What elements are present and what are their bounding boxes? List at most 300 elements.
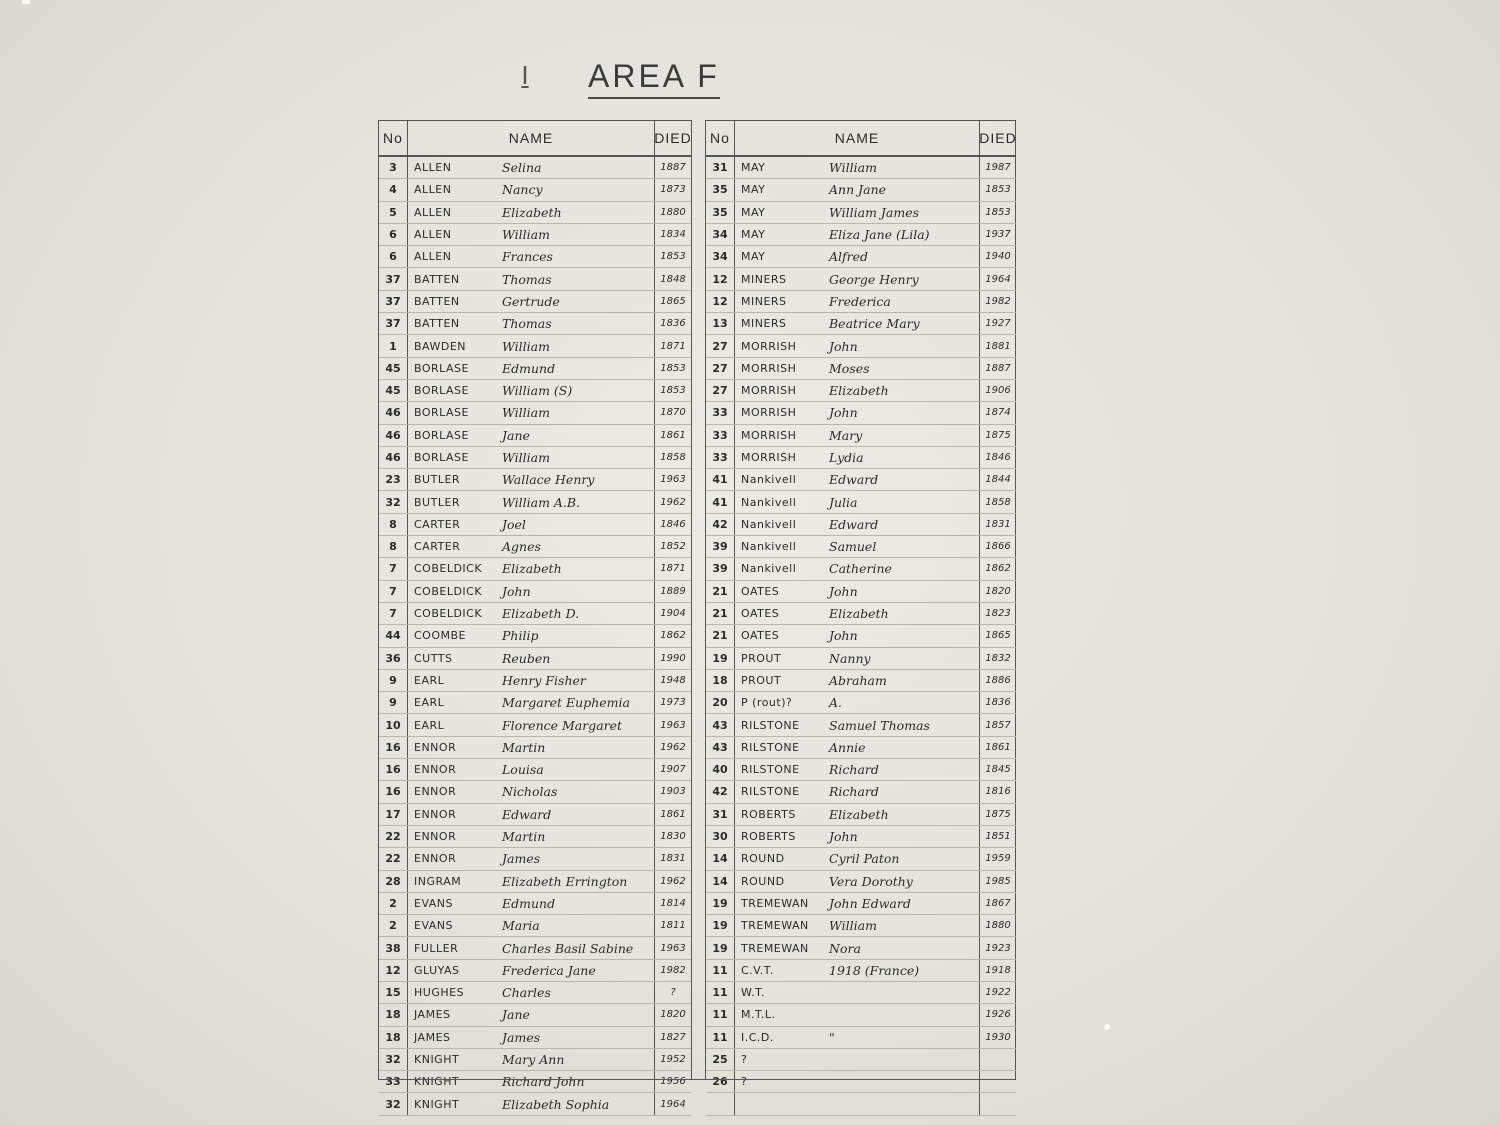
entry-given-names: John	[829, 405, 858, 421]
area-numeral: I	[521, 60, 529, 90]
entry-number: 10	[379, 714, 408, 735]
entry-given-names: Elizabeth Errington	[502, 873, 628, 889]
table-row	[706, 536, 1016, 558]
entry-given-names: A.	[829, 695, 843, 711]
table-row	[706, 893, 1016, 915]
entry-year-died: 1880	[979, 915, 1016, 936]
entry-year-died: 1903	[654, 781, 691, 802]
entry-surname: Nankivell	[741, 562, 797, 576]
entry-year-died	[979, 1049, 1016, 1070]
entry-number: 30	[706, 826, 735, 847]
entry-surname: PROUT	[741, 651, 782, 665]
entry-year-died: 1952	[654, 1049, 691, 1070]
entry-surname: HUGHES	[414, 986, 465, 1000]
table-row	[706, 759, 1016, 781]
entry-number: 11	[706, 1027, 735, 1048]
entry-year-died: 1858	[979, 491, 1016, 512]
entry-given-names: Thomas	[502, 271, 552, 287]
table-row	[379, 313, 691, 335]
entry-given-names: John	[829, 583, 858, 599]
table-row	[706, 670, 1016, 692]
entry-given-names: Joel	[502, 516, 526, 532]
entry-year-died: 1846	[979, 447, 1016, 468]
entry-surname: EVANS	[414, 919, 454, 933]
table-row	[379, 960, 691, 982]
entry-surname: MAY	[741, 161, 766, 175]
entry-surname: RILSTONE	[741, 785, 800, 799]
entry-number: 42	[706, 514, 735, 535]
entry-surname: MORRISH	[741, 339, 797, 353]
entry-year-died: 1959	[979, 848, 1016, 869]
entry-year-died: 1827	[654, 1027, 691, 1048]
entry-year-died: 1874	[979, 402, 1016, 423]
entry-number: 14	[706, 871, 735, 892]
entry-number: 37	[379, 291, 408, 312]
entry-surname: ALLEN	[414, 183, 452, 197]
entry-surname: BUTLER	[414, 473, 461, 487]
entry-year-died: 1871	[654, 335, 691, 356]
table-row	[379, 871, 691, 893]
entry-surname: BATTEN	[414, 317, 460, 331]
entry-given-names: John	[829, 829, 858, 845]
entry-given-names: Abraham	[829, 672, 887, 688]
entry-number: 33	[706, 447, 735, 468]
entry-number: 21	[706, 603, 735, 624]
entry-surname: ROUND	[741, 852, 785, 866]
entry-year-died: 1904	[654, 603, 691, 624]
table-row	[706, 425, 1016, 447]
entry-number: 31	[706, 804, 735, 825]
entry-given-names: Elizabeth	[829, 806, 889, 822]
entry-number: 33	[379, 1071, 408, 1092]
entry-given-names: William James	[829, 204, 920, 220]
entry-year-died: 1851	[979, 826, 1016, 847]
entry-given-names: Margaret Euphemia	[502, 695, 630, 711]
entry-year-died: 1985	[979, 871, 1016, 892]
burial-register-table	[378, 120, 1017, 1112]
entry-number: 42	[706, 781, 735, 802]
entry-surname: JAMES	[414, 1030, 451, 1044]
entry-year-died: 1848	[654, 268, 691, 289]
page-title: AREA F	[588, 58, 720, 99]
entry-given-names: Elizabeth	[829, 383, 889, 399]
entry-year-died: ?	[654, 982, 691, 1003]
entry-year-died: 1887	[979, 358, 1016, 379]
entry-year-died: 1870	[654, 402, 691, 423]
entry-number: 12	[706, 268, 735, 289]
entry-given-names: Nicholas	[502, 784, 558, 800]
entry-number: 25	[706, 1049, 735, 1070]
table-row	[706, 937, 1016, 959]
entry-given-names: Samuel	[829, 539, 877, 555]
entry-number: 27	[706, 358, 735, 379]
entry-given-names: Eliza Jane (Lila)	[829, 227, 930, 243]
table-row	[379, 714, 691, 736]
entry-given-names: Vera Dorothy	[829, 873, 913, 889]
entry-given-names: William	[829, 160, 877, 176]
table-row	[706, 558, 1016, 580]
entry-given-names: Charles Basil Sabine	[502, 940, 634, 956]
entry-year-died: 1880	[654, 202, 691, 223]
entry-surname: ALLEN	[414, 205, 452, 219]
entry-year-died: 1963	[654, 714, 691, 735]
entry-surname: BORLASE	[414, 406, 469, 420]
entry-surname: COBELDICK	[414, 562, 483, 576]
entry-given-names: Philip	[502, 628, 539, 644]
entry-year-died: 1881	[979, 335, 1016, 356]
entry-year-died: 1845	[979, 759, 1016, 780]
entry-surname: CARTER	[414, 540, 461, 554]
table-row	[706, 603, 1016, 625]
left-rows	[379, 157, 691, 1116]
table-row	[379, 380, 691, 402]
entry-given-names: Frederica	[829, 293, 891, 309]
entry-surname: ENNOR	[414, 763, 457, 777]
table-row	[706, 358, 1016, 380]
table-row	[706, 313, 1016, 335]
entry-number: 19	[706, 893, 735, 914]
entry-surname: KNIGHT	[414, 1075, 460, 1089]
header-name: NAME	[408, 121, 655, 155]
entry-year-died: 1990	[654, 648, 691, 669]
entry-given-names: William	[502, 338, 550, 354]
table-row	[379, 804, 691, 826]
entry-year-died: 1820	[979, 581, 1016, 602]
entry-number: 36	[379, 648, 408, 669]
entry-given-names: Moses	[829, 360, 870, 376]
table-row	[379, 1093, 691, 1115]
entry-number: 11	[706, 982, 735, 1003]
entry-year-died: 1964	[979, 268, 1016, 289]
entry-surname: OATES	[741, 607, 780, 621]
entry-number: 23	[379, 469, 408, 490]
entry-number: 45	[379, 380, 408, 401]
entry-year-died: 1862	[979, 558, 1016, 579]
entry-surname: C.V.T.	[741, 963, 774, 977]
entry-year-died: 1956	[654, 1071, 691, 1092]
entry-number: 46	[379, 447, 408, 468]
header-no: No	[706, 121, 735, 155]
entry-given-names: James	[502, 851, 541, 867]
entry-given-names: Nancy	[502, 182, 543, 198]
entry-surname: GLUYAS	[414, 963, 460, 977]
entry-year-died: 1918	[979, 960, 1016, 981]
table-row	[379, 915, 691, 937]
entry-surname: PROUT	[741, 673, 782, 687]
entry-year-died: 1907	[654, 759, 691, 780]
entry-number: 3	[379, 157, 408, 178]
entry-surname: CARTER	[414, 517, 461, 531]
entry-year-died: 1865	[979, 625, 1016, 646]
entry-year-died: 1886	[979, 670, 1016, 691]
entry-given-names: Elizabeth Sophia	[502, 1096, 610, 1112]
entry-number: 40	[706, 759, 735, 780]
table-row	[379, 447, 691, 469]
entry-number: 18	[379, 1004, 408, 1025]
entry-year-died: 1922	[979, 982, 1016, 1003]
table-header	[379, 120, 691, 157]
table-row	[379, 268, 691, 290]
entry-number: 19	[706, 915, 735, 936]
table-row	[706, 1071, 1016, 1093]
entry-surname: I.C.D.	[741, 1030, 774, 1044]
entry-surname: Nankivell	[741, 540, 797, 554]
entry-surname: MORRISH	[741, 428, 797, 442]
entry-number: 28	[379, 871, 408, 892]
table-row	[706, 1027, 1016, 1049]
table-row	[706, 335, 1016, 357]
entry-surname: EARL	[414, 696, 445, 710]
entry-given-names: John Edward	[829, 895, 911, 911]
entry-year-died: 1906	[979, 380, 1016, 401]
entry-given-names: Edmund	[502, 895, 556, 911]
entry-year-died: 1836	[979, 692, 1016, 713]
table-row	[706, 1049, 1016, 1071]
entry-given-names: Edward	[829, 472, 879, 488]
entry-year-died: 1982	[979, 291, 1016, 312]
entry-given-names: William	[502, 405, 550, 421]
table-row	[379, 1071, 691, 1093]
entry-number: 34	[706, 224, 735, 245]
entry-surname: COOMBE	[414, 629, 466, 643]
entry-given-names: Edmund	[502, 360, 556, 376]
entry-given-names: Beatrice Mary	[829, 316, 920, 332]
table-row	[706, 380, 1016, 402]
entry-given-names: Mary Ann	[502, 1052, 565, 1068]
table-row	[379, 1027, 691, 1049]
entry-surname: BORLASE	[414, 384, 469, 398]
entry-given-names: Edward	[502, 806, 552, 822]
table-row	[706, 291, 1016, 313]
table-row	[379, 648, 691, 670]
entry-surname: KNIGHT	[414, 1097, 460, 1111]
entry-number: 39	[706, 558, 735, 579]
entry-year-died	[979, 1071, 1016, 1092]
entry-number: 14	[706, 848, 735, 869]
entry-number: 45	[379, 358, 408, 379]
table-row	[379, 826, 691, 848]
entry-number: 4	[379, 179, 408, 200]
table-row	[379, 202, 691, 224]
entry-number: 19	[706, 937, 735, 958]
entry-number: 16	[379, 781, 408, 802]
entry-number: 11	[706, 1004, 735, 1025]
entry-year-died: 1875	[979, 425, 1016, 446]
table-row	[706, 402, 1016, 424]
entry-given-names: George Henry	[829, 271, 919, 287]
entry-given-names: William	[829, 918, 877, 934]
entry-surname: OATES	[741, 584, 780, 598]
entry-given-names: William	[502, 227, 550, 243]
entry-surname: M.T.L.	[741, 1008, 776, 1022]
entry-number: 37	[379, 313, 408, 334]
entry-number: 27	[706, 380, 735, 401]
table-row	[379, 246, 691, 268]
entry-surname: TREMEWAN	[741, 941, 809, 955]
entry-year-died: 1853	[979, 179, 1016, 200]
entry-number: 37	[379, 268, 408, 289]
entry-surname: Nankivell	[741, 473, 797, 487]
table-row	[379, 625, 691, 647]
entry-surname: BORLASE	[414, 451, 469, 464]
entry-given-names: Jane	[502, 427, 530, 443]
left-column-table	[379, 120, 692, 1112]
entry-year-died: 1937	[979, 224, 1016, 245]
entry-surname: RILSTONE	[741, 718, 800, 732]
entry-surname: COBELDICK	[414, 607, 483, 621]
entry-surname: ?	[741, 1075, 748, 1089]
entry-number: 8	[379, 536, 408, 557]
entry-number: 16	[379, 759, 408, 780]
entry-given-names: Maria	[502, 918, 540, 934]
table-row	[379, 425, 691, 447]
table-row	[379, 469, 691, 491]
entry-given-names: "	[829, 1029, 835, 1045]
entry-given-names: John	[829, 338, 858, 354]
entry-year-died: 1862	[654, 625, 691, 646]
entry-year-died: 1836	[654, 313, 691, 334]
table-row	[379, 670, 691, 692]
entry-year-died: 1816	[979, 781, 1016, 802]
entry-number	[706, 1093, 735, 1114]
table-row	[706, 1004, 1016, 1026]
entry-given-names: Catherine	[829, 561, 892, 577]
entry-surname: MINERS	[741, 294, 787, 308]
entry-surname: RILSTONE	[741, 763, 800, 777]
entry-surname: MAY	[741, 228, 766, 242]
entry-given-names: 1918 (France)	[829, 962, 920, 978]
entry-number: 2	[379, 893, 408, 914]
entry-number: 26	[706, 1071, 735, 1092]
table-row	[706, 804, 1016, 826]
entry-number: 18	[706, 670, 735, 691]
entry-given-names: Lydia	[829, 450, 864, 465]
entry-given-names: Richard	[829, 784, 879, 800]
entry-surname: OATES	[741, 629, 780, 643]
entry-year-died: 1853	[979, 202, 1016, 223]
entry-given-names: James	[502, 1029, 541, 1045]
entry-number: 21	[706, 581, 735, 602]
entry-number: 43	[706, 714, 735, 735]
entry-number: 11	[706, 960, 735, 981]
entry-year-died: 1875	[979, 804, 1016, 825]
table-row	[379, 179, 691, 201]
entry-year-died: 1832	[979, 648, 1016, 669]
entry-given-names: Samuel Thomas	[829, 717, 930, 733]
entry-given-names: Gertrude	[502, 293, 560, 309]
entry-number: 15	[379, 982, 408, 1003]
column-gutter	[691, 120, 706, 1080]
entry-number: 34	[706, 246, 735, 267]
table-row	[379, 759, 691, 781]
entry-given-names: Thomas	[502, 316, 552, 332]
table-row	[706, 268, 1016, 290]
entry-year-died: 1861	[654, 425, 691, 446]
entry-year-died: 1820	[654, 1004, 691, 1025]
entry-number: 33	[706, 425, 735, 446]
entry-surname: COBELDICK	[414, 584, 483, 598]
entry-year-died: 1858	[654, 447, 691, 468]
entry-surname: ENNOR	[414, 785, 457, 799]
entry-given-names: Martin	[502, 829, 546, 845]
table-row	[379, 893, 691, 915]
table-row	[706, 871, 1016, 893]
entry-number: 41	[706, 469, 735, 490]
entry-number: 6	[379, 224, 408, 245]
entry-given-names: Julia	[829, 494, 858, 510]
entry-given-names: Edward	[829, 516, 879, 532]
entry-surname: ROBERTS	[741, 807, 796, 821]
entry-number: 46	[379, 425, 408, 446]
entry-year-died: 1857	[979, 714, 1016, 735]
entry-surname: Nankivell	[741, 517, 797, 531]
table-row	[379, 157, 691, 179]
entry-given-names: Frederica Jane	[502, 962, 596, 978]
table-row	[706, 982, 1016, 1004]
entry-number: 22	[379, 826, 408, 847]
entry-year-died: 1814	[654, 893, 691, 914]
entry-year-died: 1830	[654, 826, 691, 847]
entry-year-died: 1962	[654, 491, 691, 512]
entry-year-died: 1831	[654, 848, 691, 869]
table-row	[379, 1049, 691, 1071]
entry-surname: BUTLER	[414, 495, 461, 509]
entry-year-died: 1926	[979, 1004, 1016, 1025]
entry-surname: MAY	[741, 205, 766, 219]
entry-year-died: 1973	[654, 692, 691, 713]
entry-surname: EVANS	[414, 896, 454, 910]
entry-surname: INGRAM	[414, 874, 462, 888]
entry-number: 46	[379, 402, 408, 423]
table-row	[706, 692, 1016, 714]
entry-given-names: William A.B.	[502, 494, 581, 510]
table-row	[379, 491, 691, 513]
table-row	[706, 447, 1016, 469]
entry-surname: BATTEN	[414, 294, 460, 308]
right-column-table	[705, 120, 1017, 1089]
entry-year-died: 1866	[979, 536, 1016, 557]
entry-number: 41	[706, 491, 735, 512]
table-header	[706, 120, 1016, 157]
entry-number: 1	[379, 335, 408, 356]
entry-given-names: Mary	[829, 427, 863, 443]
entry-number: 12	[379, 960, 408, 981]
entry-surname: ENNOR	[414, 852, 457, 866]
entry-number: 12	[706, 291, 735, 312]
entry-year-died: 1923	[979, 937, 1016, 958]
entry-surname: JAMES	[414, 1008, 451, 1022]
table-row	[706, 1093, 1016, 1115]
entry-number: 32	[379, 1093, 408, 1114]
entry-surname: TREMEWAN	[741, 896, 809, 910]
entry-given-names: Agnes	[502, 539, 541, 555]
entry-given-names: Alfred	[829, 249, 869, 265]
entry-surname: Nankivell	[741, 495, 797, 509]
entry-year-died: 1940	[979, 246, 1016, 267]
table-row	[706, 648, 1016, 670]
entry-surname: ENNOR	[414, 807, 457, 821]
entry-given-names: Elizabeth	[829, 606, 889, 622]
entry-year-died: 1982	[654, 960, 691, 981]
entry-given-names: Cyril Paton	[829, 851, 900, 867]
entry-number: 19	[706, 648, 735, 669]
entry-year-died: 1823	[979, 603, 1016, 624]
entry-surname: MAY	[741, 183, 766, 197]
entry-year-died: 1889	[654, 581, 691, 602]
entry-year-died: 1963	[654, 469, 691, 490]
table-row	[706, 737, 1016, 759]
table-row	[379, 692, 691, 714]
